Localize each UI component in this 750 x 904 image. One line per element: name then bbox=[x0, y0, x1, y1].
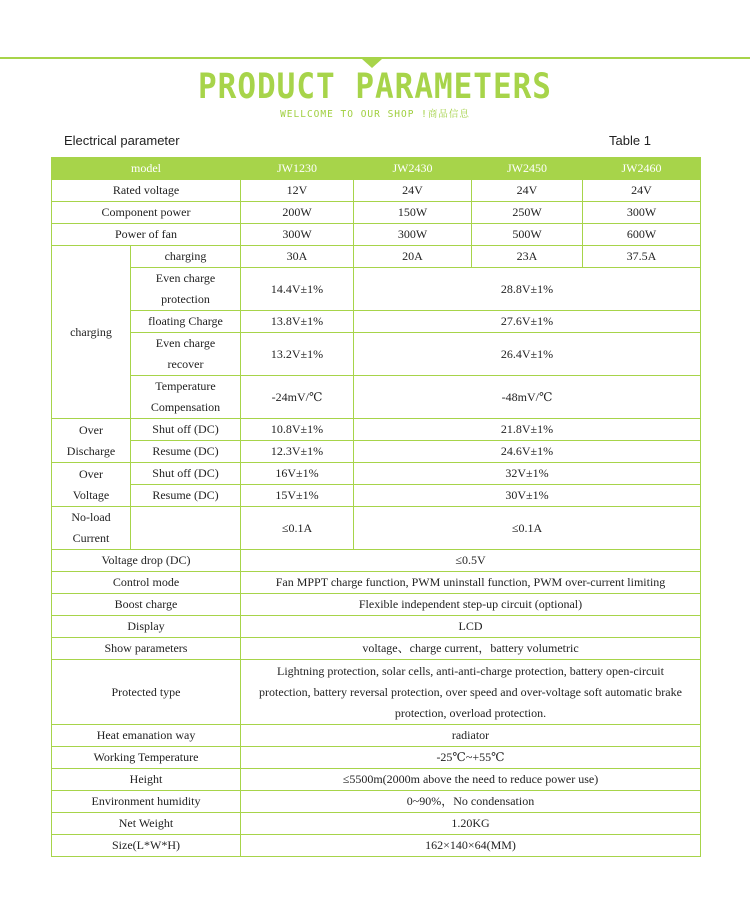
cell: 30V±1% bbox=[354, 485, 701, 507]
cell: LCD bbox=[241, 616, 701, 638]
row-label: Control mode bbox=[52, 572, 241, 594]
row-label: Rated voltage bbox=[52, 180, 241, 202]
cell: 37.5A bbox=[583, 246, 701, 268]
table-row bbox=[52, 594, 701, 616]
cell: 150W bbox=[354, 202, 472, 224]
row-label: Voltage drop (DC) bbox=[52, 550, 241, 572]
row-label: charging bbox=[131, 246, 241, 268]
label-line: Even charge bbox=[155, 336, 216, 350]
cell: 500W bbox=[472, 224, 583, 246]
table-row bbox=[52, 616, 701, 638]
text-line: Lightning protection, solar cells, anti-anti-charge protection, battery open-circuit bbox=[277, 663, 664, 678]
row-label: Size(L*W*H) bbox=[52, 835, 241, 857]
cell: 15V±1% bbox=[241, 485, 354, 507]
cell: 600W bbox=[583, 224, 701, 246]
table-row bbox=[52, 202, 701, 224]
cell: -48mV/℃ bbox=[354, 376, 701, 419]
group-label-over-discharge bbox=[52, 419, 131, 463]
table-row bbox=[52, 813, 701, 835]
row-label: floating Charge bbox=[131, 311, 241, 333]
cell: 24V bbox=[583, 180, 701, 202]
label-line: recover bbox=[167, 357, 204, 371]
table-row bbox=[52, 769, 701, 791]
cell: 26.4V±1% bbox=[354, 333, 701, 376]
cell: 20A bbox=[354, 246, 472, 268]
cell: 23A bbox=[472, 246, 583, 268]
label-line: Even charge bbox=[155, 271, 216, 285]
table-row bbox=[52, 419, 701, 441]
table-row bbox=[52, 180, 701, 202]
cell: 27.6V±1% bbox=[354, 311, 701, 333]
row-label: Working Temperature bbox=[52, 747, 241, 769]
row-label: Display bbox=[52, 616, 241, 638]
table-row bbox=[52, 725, 701, 747]
banner-subtitle: WELLCOME TO OUR SHOP !商品信息 bbox=[280, 109, 470, 120]
label-line: Temperature bbox=[155, 379, 216, 393]
empty-cell bbox=[131, 507, 241, 550]
header-jw1230: JW1230 bbox=[241, 158, 354, 180]
cell: 12.3V±1% bbox=[241, 441, 354, 463]
table-row bbox=[52, 550, 701, 572]
cell: -24mV/℃ bbox=[241, 376, 354, 419]
group-label-charging: charging bbox=[52, 246, 131, 419]
row-label: Power of fan bbox=[52, 224, 241, 246]
row-label: Heat emanation way bbox=[52, 725, 241, 747]
cell: 0~90%，No condensation bbox=[241, 791, 701, 813]
section-title: Electrical parameter bbox=[64, 133, 180, 148]
cell: 12V bbox=[241, 180, 354, 202]
cell: 13.8V±1% bbox=[241, 311, 354, 333]
cell: -25℃~+55℃ bbox=[241, 747, 701, 769]
label-line: protection bbox=[161, 292, 210, 306]
row-label bbox=[131, 268, 241, 311]
text-line: protection, overload protection. bbox=[394, 705, 547, 720]
cell: 300W bbox=[354, 224, 472, 246]
table-row bbox=[52, 376, 701, 419]
cell: 24V bbox=[472, 180, 583, 202]
label-line: Compensation bbox=[150, 400, 221, 414]
table-row bbox=[52, 333, 701, 376]
cell: ≤0.1A bbox=[241, 507, 354, 550]
label-line: No-load bbox=[71, 510, 111, 524]
row-label: Environment humidity bbox=[52, 791, 241, 813]
table-row bbox=[52, 311, 701, 333]
row-label: Net Weight bbox=[52, 813, 241, 835]
row-label: Show parameters bbox=[52, 638, 241, 660]
cell: ≤0.1A bbox=[354, 507, 701, 550]
table-row bbox=[52, 660, 701, 725]
cell: 21.8V±1% bbox=[354, 419, 701, 441]
cell: ≤5500m(2000m above the need to reduce power use) bbox=[241, 769, 701, 791]
cell: 1.20KG bbox=[241, 813, 701, 835]
table-label: Table 1 bbox=[609, 133, 651, 148]
header-jw2430: JW2430 bbox=[354, 158, 472, 180]
table-row bbox=[52, 441, 701, 463]
cell: ≤0.5V bbox=[241, 550, 701, 572]
cell: 250W bbox=[472, 202, 583, 224]
table-row bbox=[52, 224, 701, 246]
table-row bbox=[52, 507, 701, 550]
table-row bbox=[52, 835, 701, 857]
cell: 13.2V±1% bbox=[241, 333, 354, 376]
label-line: Over bbox=[79, 422, 103, 437]
cell: 24.6V±1% bbox=[354, 441, 701, 463]
header-model: model bbox=[52, 158, 241, 180]
row-label: Shut off (DC) bbox=[131, 419, 241, 441]
cell: 200W bbox=[241, 202, 354, 224]
cell: radiator bbox=[241, 725, 701, 747]
header-jw2460: JW2460 bbox=[583, 158, 701, 180]
cell: 24V bbox=[354, 180, 472, 202]
table-row bbox=[52, 572, 701, 594]
cell: 300W bbox=[583, 202, 701, 224]
row-label: Height bbox=[52, 769, 241, 791]
parameter-table bbox=[51, 157, 701, 857]
table-row bbox=[52, 268, 701, 311]
table-row bbox=[52, 747, 701, 769]
table-row bbox=[52, 463, 701, 485]
label-line: Current bbox=[72, 531, 110, 545]
cell: 16V±1% bbox=[241, 463, 354, 485]
table-header-row bbox=[52, 158, 701, 180]
row-label: Resume (DC) bbox=[131, 441, 241, 463]
text-line: protection, battery reversal protection, over speed and over-voltage soft automatic brake bbox=[259, 684, 682, 699]
cell bbox=[241, 660, 701, 725]
label-line: Voltage bbox=[72, 487, 110, 502]
cell: 14.4V±1% bbox=[241, 268, 354, 311]
cell: 28.8V±1% bbox=[354, 268, 701, 311]
header-jw2450: JW2450 bbox=[472, 158, 583, 180]
label-line: Discharge bbox=[66, 443, 116, 458]
cell: 32V±1% bbox=[354, 463, 701, 485]
table-row bbox=[52, 246, 701, 268]
row-label bbox=[131, 333, 241, 376]
row-label: Shut off (DC) bbox=[131, 463, 241, 485]
label-line: Over bbox=[79, 466, 103, 481]
table-row bbox=[52, 638, 701, 660]
row-label: Component power bbox=[52, 202, 241, 224]
cell: 162×140×64(MM) bbox=[241, 835, 701, 857]
cell: voltage、charge current，battery volumetric bbox=[241, 638, 701, 660]
row-label: Boost charge bbox=[52, 594, 241, 616]
row-label: Protected type bbox=[52, 660, 241, 725]
row-label bbox=[131, 376, 241, 419]
table-row bbox=[52, 791, 701, 813]
cell: Flexible independent step-up circuit (optional) bbox=[241, 594, 701, 616]
row-label: Resume (DC) bbox=[131, 485, 241, 507]
cell: Fan MPPT charge function, PWM uninstall function, PWM over-current limiting bbox=[241, 572, 701, 594]
cell: 10.8V±1% bbox=[241, 419, 354, 441]
group-label-over-voltage bbox=[52, 463, 131, 507]
cell: 300W bbox=[241, 224, 354, 246]
table-row bbox=[52, 485, 701, 507]
row-label bbox=[52, 507, 131, 550]
cell: 30A bbox=[241, 246, 354, 268]
banner-title: PRODUCT PARAMETERS bbox=[198, 66, 552, 108]
